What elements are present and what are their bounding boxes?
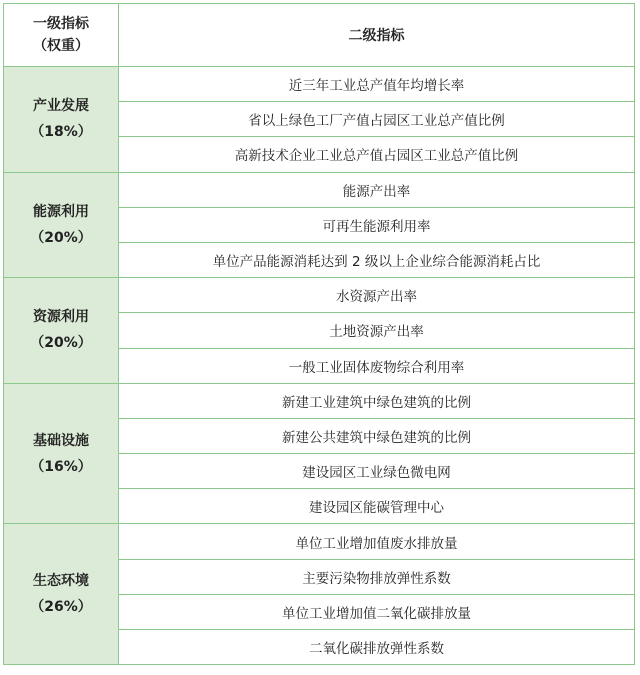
primary-indicator-weight: （16%） bbox=[30, 458, 92, 475]
secondary-indicator-cell: 单位工业增加值二氧化碳排放量 bbox=[119, 594, 635, 629]
secondary-indicator-cell: 近三年工业总产值年均增长率 bbox=[119, 67, 635, 102]
secondary-indicator-cell: 二氧化碳排放弹性系数 bbox=[119, 630, 635, 665]
primary-indicator-cell bbox=[4, 67, 119, 173]
primary-indicator-weight: （20%） bbox=[30, 335, 92, 352]
primary-indicator-weight: （18%） bbox=[30, 124, 92, 141]
secondary-indicator-cell: 水资源产出率 bbox=[119, 278, 635, 313]
secondary-indicator-cell: 新建公共建筑中绿色建筑的比例 bbox=[119, 418, 635, 453]
primary-indicator-name: 能源利用 bbox=[33, 203, 89, 220]
secondary-indicator-cell: 主要污染物排放弹性系数 bbox=[119, 559, 635, 594]
primary-indicator-weight: （20%） bbox=[30, 229, 92, 246]
header-primary-indicator bbox=[4, 4, 119, 67]
table-row bbox=[4, 524, 635, 559]
secondary-indicator-cell: 省以上绿色工厂产值占园区工业总产值比例 bbox=[119, 102, 635, 137]
secondary-indicator-cell: 一般工业固体废物综合利用率 bbox=[119, 348, 635, 383]
primary-indicator-cell bbox=[4, 278, 119, 384]
table-row bbox=[4, 278, 635, 313]
secondary-indicator-cell: 土地资源产出率 bbox=[119, 313, 635, 348]
primary-indicator-cell bbox=[4, 172, 119, 278]
primary-indicator-cell bbox=[4, 383, 119, 524]
header-primary-weight: （权重） bbox=[33, 38, 89, 54]
indicator-table bbox=[3, 3, 635, 665]
secondary-indicator-cell: 单位产品能源消耗达到 2 级以上企业综合能源消耗占比 bbox=[119, 242, 635, 277]
primary-indicator-name: 基础设施 bbox=[33, 432, 89, 449]
table-row bbox=[4, 67, 635, 102]
table-row bbox=[4, 383, 635, 418]
primary-indicator-name: 产业发展 bbox=[33, 98, 89, 115]
primary-indicator-cell bbox=[4, 524, 119, 665]
secondary-indicator-cell: 单位工业增加值废水排放量 bbox=[119, 524, 635, 559]
secondary-indicator-cell: 高新技术企业工业总产值占园区工业总产值比例 bbox=[119, 137, 635, 172]
primary-indicator-name: 生态环境 bbox=[33, 573, 89, 590]
primary-indicator-weight: （26%） bbox=[30, 599, 92, 616]
secondary-indicator-cell: 新建工业建筑中绿色建筑的比例 bbox=[119, 383, 635, 418]
header-secondary-indicator: 二级指标 bbox=[119, 4, 635, 67]
secondary-indicator-cell: 建设园区工业绿色微电网 bbox=[119, 454, 635, 489]
secondary-indicator-cell: 能源产出率 bbox=[119, 172, 635, 207]
secondary-indicator-cell: 建设园区能碳管理中心 bbox=[119, 489, 635, 524]
primary-indicator-name: 资源利用 bbox=[33, 309, 89, 326]
table-body bbox=[4, 67, 635, 665]
header-primary-title: 一级指标 bbox=[33, 16, 89, 32]
secondary-indicator-cell: 可再生能源利用率 bbox=[119, 207, 635, 242]
table-row bbox=[4, 172, 635, 207]
table-header-row bbox=[4, 4, 635, 67]
